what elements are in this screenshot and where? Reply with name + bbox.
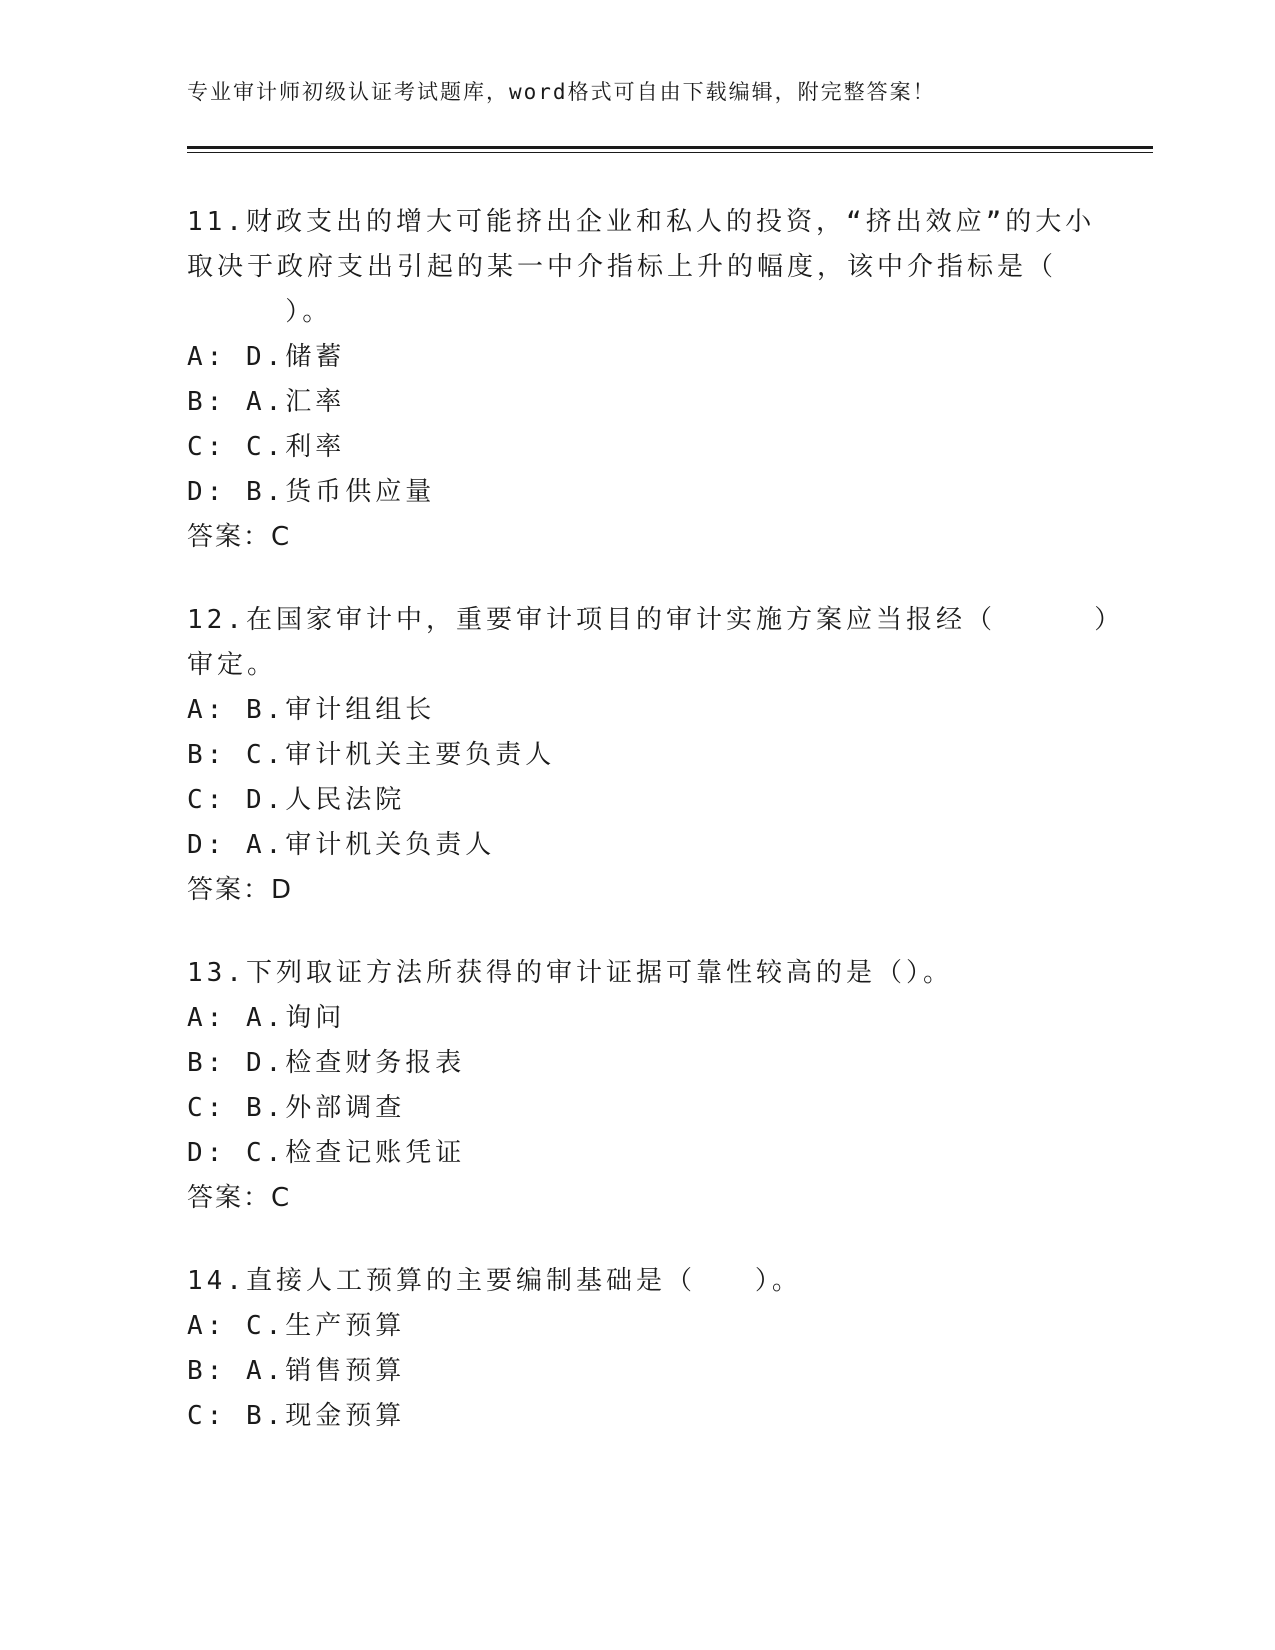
option-d: D: C.检查记账凭证 <box>187 1138 466 1168</box>
option-d: D: A.审计机关负责人 <box>187 830 496 860</box>
question-text-line: 11.财政支出的增大可能挤出企业和私人的投资，“挤出效应”的大小 <box>187 207 1096 237</box>
question-13 <box>187 951 1087 1221</box>
option-c: C: B.现金预算 <box>187 1401 406 1431</box>
answer-line: 答案：D <box>187 875 294 905</box>
option-d: D: B.货币供应量 <box>187 477 436 507</box>
option-c: C: C.利率 <box>187 432 346 462</box>
header-rule-thick <box>187 146 1153 149</box>
option-b: B: D.检查财务报表 <box>187 1048 466 1078</box>
question-12 <box>187 598 1125 913</box>
option-a: A: B.审计组组长 <box>187 695 436 725</box>
question-text-line: 12.在国家审计中，重要审计项目的审计实施方案应当报经（ ） <box>187 605 1125 635</box>
header-rule-thin <box>187 152 1153 153</box>
option-c: C: D.人民法院 <box>187 785 406 815</box>
option-a: A: A.询问 <box>187 1003 346 1033</box>
option-b: B: A.销售预算 <box>187 1356 406 1386</box>
question-text-line: 14.直接人工预算的主要编制基础是（ ）。 <box>187 1266 802 1296</box>
option-a: A: C.生产预算 <box>187 1311 406 1341</box>
question-list <box>187 200 1125 1477</box>
question-14 <box>187 1259 1087 1439</box>
option-b: B: A.汇率 <box>187 387 346 417</box>
question-text-line: 13.下列取证方法所获得的审计证据可靠性较高的是（）。 <box>187 958 953 988</box>
question-text-line: 取决于政府支出引起的某一中介指标上升的幅度，该中介指标是（ <box>187 252 1058 282</box>
page-header-title: 专业审计师初级认证考试题库，word格式可自由下载编辑，附完整答案！ <box>187 80 936 104</box>
option-c: C: B.外部调查 <box>187 1093 406 1123</box>
question-text-line: 审定。 <box>187 650 278 680</box>
option-a: A: D.储蓄 <box>187 342 346 372</box>
answer-line: 答案：C <box>187 522 292 552</box>
question-text-line: ）。 <box>187 297 333 327</box>
option-b: B: C.审计机关主要负责人 <box>187 740 556 770</box>
question-11 <box>187 200 1096 560</box>
answer-line: 答案：C <box>187 1183 292 1213</box>
